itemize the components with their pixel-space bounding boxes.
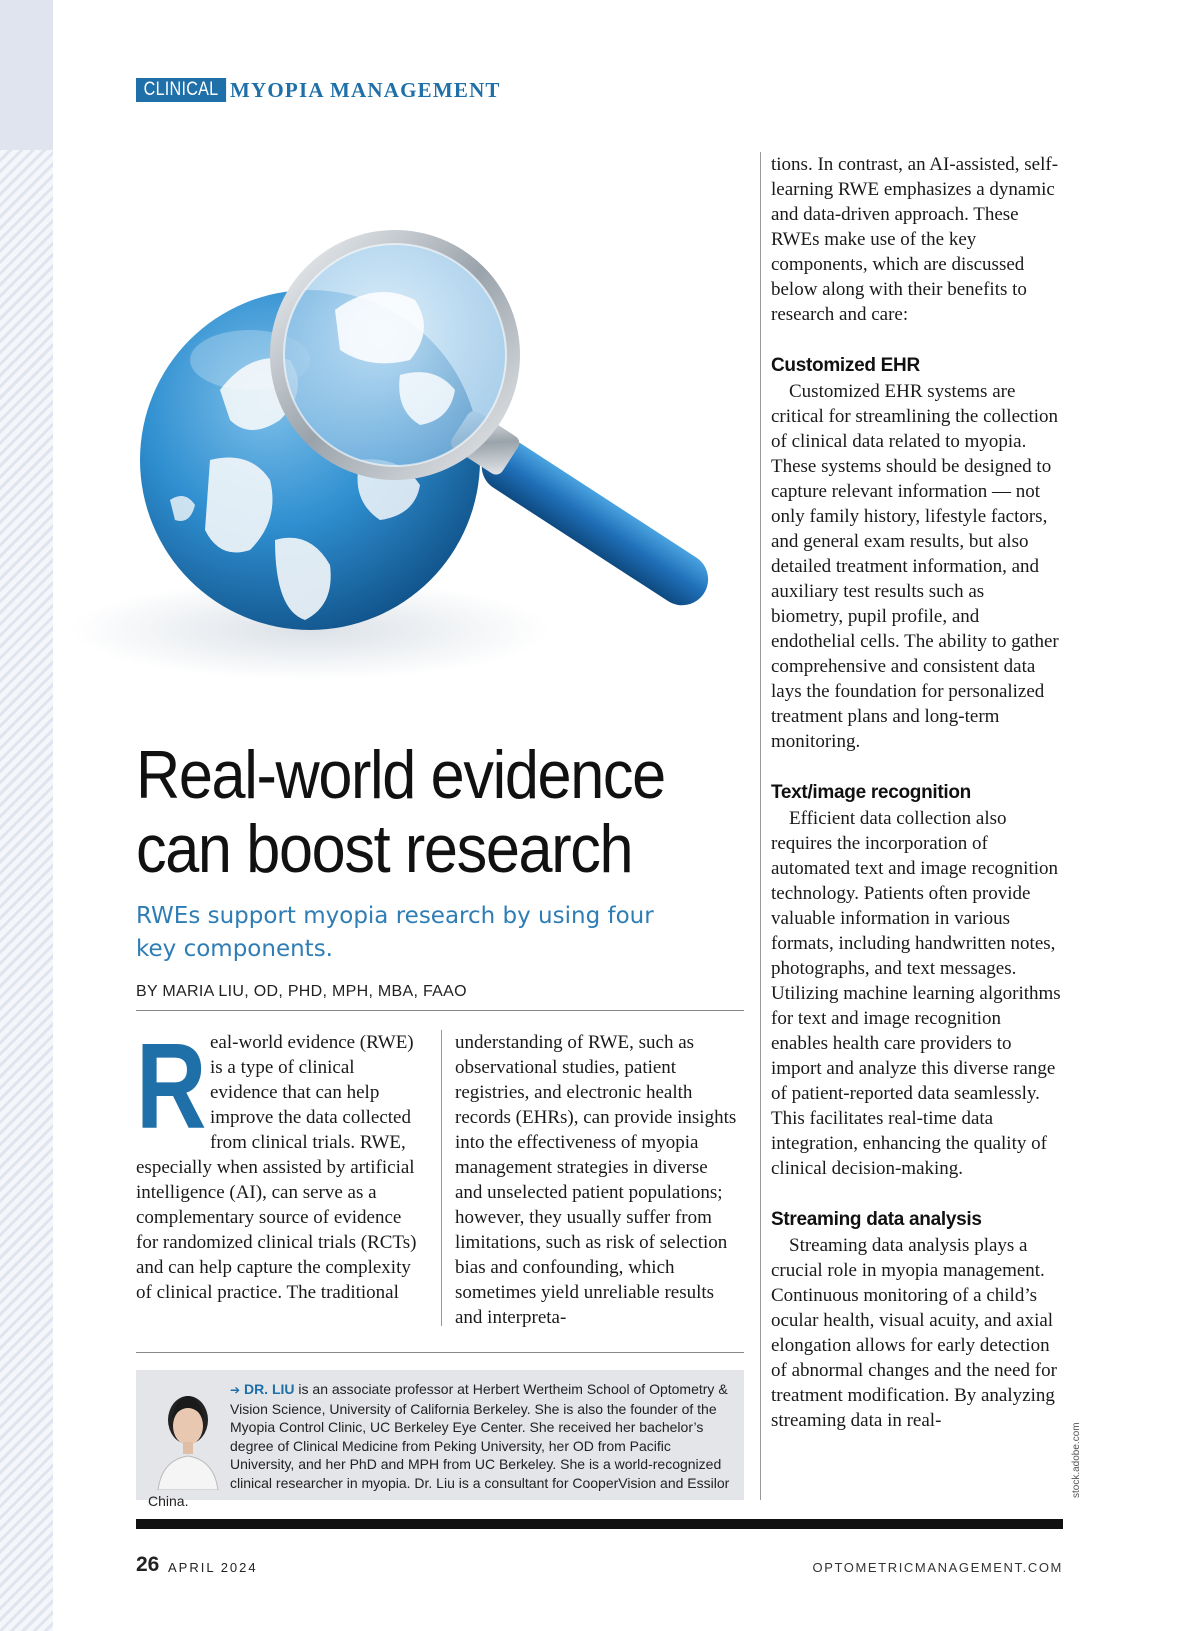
- title-line-2: can boost research: [136, 811, 633, 887]
- author-name: DR. LIU: [243, 1381, 295, 1397]
- section-heading: Text/image recognition: [771, 782, 971, 803]
- image-credit: stock.adobe.com: [1071, 1422, 1082, 1498]
- drop-cap: R: [136, 1018, 207, 1154]
- divider: [136, 1352, 744, 1353]
- paragraph: tions. In contrast, an AI-assisted, self-learning RWE emphasizes a dynamic and data-driven approach. These RWEs make use of the key components, which are discussed below along with their benefits to research and care:: [771, 154, 1059, 325]
- topic-label: MYOPIA MANAGEMENT: [230, 78, 501, 102]
- column-divider: [760, 152, 761, 1500]
- title-line-1: Real-world evidence: [136, 737, 665, 813]
- paragraph: understanding of RWE, such as observational studies, patient registries, and electronic health records (EHRs), can provide insights into the effectiveness of myopia management strategies in diverse and unselected patient populations; however, they usually suffer from limitations, such as risk of selection bias and confounding, which sometimes yield unreliable results and interpreta-: [455, 1032, 737, 1328]
- byline: BY MARIA LIU, OD, PHD, MPH, MBA, FAAO: [136, 983, 467, 1000]
- paragraph: Efficient data collection also requires the incorporation of automated text and image recognition technology. Patients often provide valuable information in various formats, including handwritten notes, photographs, and text messages. Utilizing machine learning algorithms for text and image recognition enables health care providers to import and analyze this diverse range of patient-reported data seamlessly. This facilitates real-time data integration, enhancing the quality of clinical decision-making.: [771, 808, 1061, 1179]
- body-column-1: [136, 1018, 426, 1305]
- paragraph: Customized EHR systems are critical for streamlining the collection of clinical data related to myopia. These systems should be designed to capture relevant information — not only family history, lifestyle factors, and general exam results, but also detailed treatment information, and auxiliary test results such as biometry, pupil profile, and endothelial cells. The ability to gather comprehensive and consistent data lays the foundation for personalized treatment plans and long-term monitoring.: [771, 381, 1059, 752]
- section-label: CLINICAL: [136, 78, 226, 102]
- margin-stripe: [0, 0, 53, 1631]
- section-heading: Customized EHR: [771, 355, 920, 376]
- section-header: [136, 77, 501, 103]
- divider: [136, 1010, 744, 1011]
- body-column-3: [771, 152, 1061, 1433]
- article-title: [136, 738, 667, 886]
- body-column-2: [455, 1030, 738, 1330]
- article-subtitle: RWEs support myopia research by using four key components.: [136, 903, 654, 962]
- issue-date: APRIL 2024: [168, 1560, 258, 1575]
- paragraph: eal-world evidence (RWE) is a type of clinical evidence that can help improve the data collected from clinical trials. RWE, especially when assisted by artificial intelligence (AI), can serve as a complementary source of evidence for randomized clinical trials (RCTs) and can help capture the complexity of clinical practice. The traditional: [136, 1032, 417, 1303]
- author-bio-box: [136, 1370, 744, 1509]
- paragraph: Streaming data analysis plays a crucial role in myopia management. Continuous monitoring of a child’s ocular health, visual acuity, and axial elongation allows for early detection of abnormal changes and the need for treatment modification. By analyzing streaming data in real-: [771, 1235, 1057, 1431]
- portrait-spacer: [148, 1380, 230, 1490]
- footer-rule: [136, 1519, 1063, 1529]
- globe-magnifier-illustration: [60, 160, 760, 720]
- column-divider: [441, 1030, 442, 1326]
- page-number: 26: [136, 1553, 160, 1576]
- section-heading: Streaming data analysis: [771, 1209, 982, 1230]
- arrow-right-icon: ➔: [230, 1383, 241, 1397]
- bio-description: is an associate professor at Herbert Wertheim School of Optometry & Vision Science, University of California Berkeley. She is also the founder of the Myopia Control Clinic, UC Berkeley Eye Center. She received her bachelor’s degree of Clinical Medicine from Peking University, her OD from Pacific University, and her PhD and MPH from UC Berkeley. She is a world-recognized clinical researcher in myopia. Dr. Liu is a consultant for CooperVision and Essilor China.: [148, 1381, 730, 1509]
- author-bio: [148, 1380, 734, 1511]
- site-url: OPTOMETRICMANAGEMENT.COM: [812, 1560, 1063, 1575]
